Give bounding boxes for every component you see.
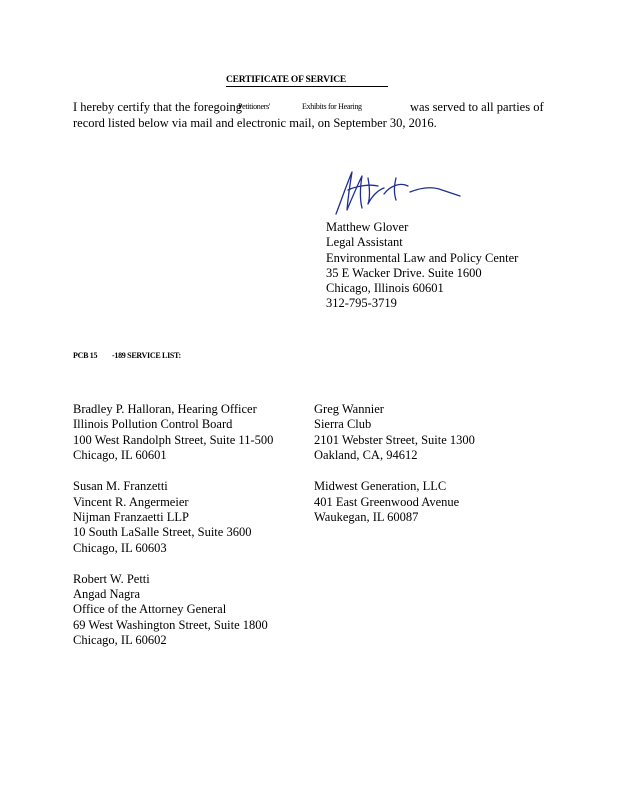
service-entry-line: 2101 Webster Street, Suite 1300 — [314, 432, 475, 447]
service-entry-line: Sierra Club — [314, 417, 372, 432]
signer-street: 35 E Wacker Drive. Suite 1600 — [326, 265, 482, 280]
service-entry-line: Waukegan, IL 60087 — [314, 509, 419, 524]
signer-block — [326, 220, 518, 312]
certify-line-1-end: was served to all parties of — [410, 100, 544, 114]
service-list-left-column — [73, 402, 273, 664]
signer-name: Matthew Glover — [326, 220, 409, 234]
service-entry-line: Nijman Franzaetti LLP — [73, 509, 189, 524]
service-entry-line: Chicago, IL 60603 — [73, 540, 167, 555]
service-entry-line: Bradley P. Halloran, Hearing Officer — [73, 402, 257, 416]
service-entry-line: Illinois Pollution Control Board — [73, 417, 233, 432]
service-entry-line: Vincent R. Angermeier — [73, 494, 189, 509]
service-entry-line: Oakland, CA, 94612 — [314, 448, 418, 463]
service-entry — [314, 479, 475, 525]
service-list-right-column — [314, 402, 475, 541]
service-entry-line: 69 West Washington Street, Suite 1800 — [73, 617, 268, 632]
service-entry-line: Robert W. Petti — [73, 571, 150, 586]
service-entry — [73, 572, 273, 649]
service-entry-line: Susan M. Franzetti — [73, 479, 168, 494]
service-entry-line: 100 West Randolph Street, Suite 11-500 — [73, 432, 274, 447]
service-entry — [73, 402, 273, 464]
signer-city: Chicago, Illinois 60601 — [326, 281, 444, 296]
certify-line-1-start — [73, 99, 242, 115]
handwritten-signature — [330, 164, 470, 220]
service-list-prefix: PCB 15 — [73, 351, 98, 360]
service-entry-line: Midwest Generation, LLC — [314, 479, 447, 494]
service-list-heading: -189 SERVICE LIST: — [112, 351, 181, 360]
service-entry-line: Chicago, IL 60602 — [73, 633, 167, 648]
signer-phone: 312-795-3719 — [326, 296, 397, 311]
signer-role: Legal Assistant — [326, 235, 403, 250]
service-entry-line: 10 South LaSalle Street, Suite 3600 — [73, 525, 252, 540]
service-entry-line: Chicago, IL 60601 — [73, 448, 167, 463]
service-entry-line: Greg Wannier — [314, 402, 384, 416]
certify-text-overlap: ng — [229, 100, 243, 114]
inserted-petitioners: Petitioners' — [238, 102, 271, 111]
certify-line-2: record listed below via mail and electronic mail, on September 30, 2016. — [73, 116, 437, 130]
service-entry — [73, 479, 273, 556]
service-entry-line: Office of the Attorney General — [73, 602, 227, 617]
certify-text-start: I hereby certify that the foregoi — [73, 100, 230, 114]
service-entry — [314, 402, 475, 464]
certificate-title: CERTIFICATE OF SERVICE — [226, 74, 388, 87]
signer-org: Environmental Law and Policy Center — [326, 250, 519, 265]
service-entry-line: 401 East Greenwood Avenue — [314, 494, 460, 509]
inserted-exhibits: Exhibits for Hearing — [302, 102, 362, 111]
service-entry-line: Angad Nagra — [73, 587, 140, 602]
